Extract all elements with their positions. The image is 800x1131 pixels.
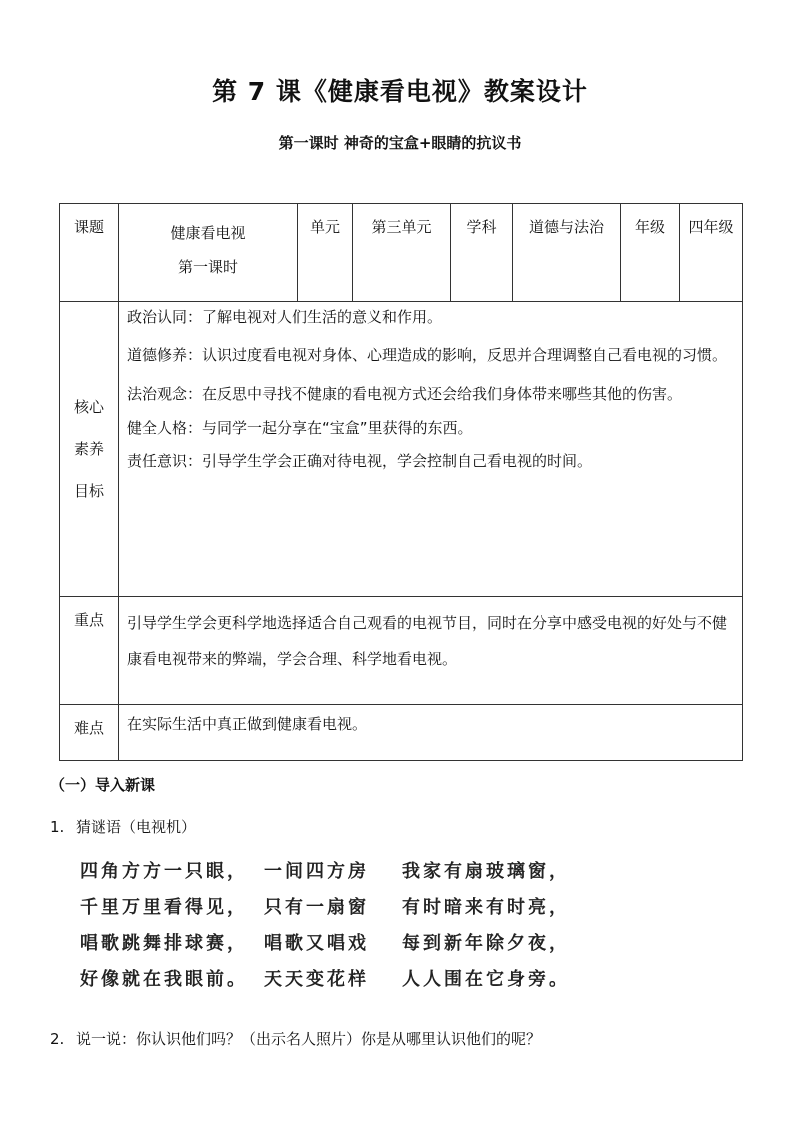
list-item [50,1028,541,1049]
lesson-title-cell [119,204,298,302]
core-label-line: 核心 [73,398,104,416]
riddle-line: 唱歌又唱戏 [264,933,369,954]
grade-value: 四年级 [680,204,743,302]
core-label-line: 素养 [73,440,104,458]
core-goals-row [60,302,743,597]
list-text: 说一说：你认识他们吗？（出示名人照片）你是从哪里认识他们的呢？ [76,1030,542,1048]
list-number: 1. [50,818,65,836]
subject-label: 学科 [451,204,513,302]
unit-label: 单元 [298,204,353,302]
riddle-line: 千里万里看得见， [80,897,248,918]
riddle-line: 好像就在我眼前。 [80,969,248,990]
document-subtitle: 第一课时 神奇的宝盒+眼睛的抗议书 [278,134,522,152]
grade-label: 年级 [621,204,680,302]
core-goals-content [119,302,743,597]
riddle-line: 每到新年除夕夜， [402,933,570,954]
riddle-line: 人人围在它身旁。 [402,969,570,990]
document-title: 第 7 课《健康看电视》教案设计 [212,77,588,106]
table-header-row [60,204,743,302]
riddle-column [264,858,369,1002]
lesson-title: 健康看电视 [170,224,246,242]
difficulty-text: 在实际生活中真正做到健康看电视。 [119,705,743,761]
goal-item: 责任意识：引导学生学会正确对待电视，学会控制自己看电视的时间。 [127,452,593,470]
list-item [50,816,196,837]
unit-value: 第三单元 [353,204,451,302]
key-point-label: 重点 [60,597,119,705]
key-point-text: 引导学生学会更科学地选择适合自己观看的电视节目，同时在分享中感受电视的好处与不健康看电视带来的弊端，学会合理、科学地看电视。 [119,597,743,705]
riddle-line: 有时暗来有时亮， [402,897,570,918]
difficulty-row [60,705,743,761]
goal-item: 健全人格：与同学一起分享在“宝盒”里获得的东西。 [127,419,473,437]
goal-item: 政治认同：了解电视对人们生活的意义和作用。 [127,308,443,326]
riddle-line: 一间四方房 [264,861,369,882]
key-point-row [60,597,743,705]
riddle-column [402,858,570,1002]
subject-value: 道德与法治 [513,204,621,302]
goal-item: 道德修养：认识过度看电视对身体、心理造成的影响，反思并合理调整自己看电视的习惯。 [127,346,728,364]
riddle-column [80,858,248,1002]
riddle-line: 唱歌跳舞排球赛， [80,933,248,954]
riddle-line: 只有一扇窗 [264,897,369,918]
riddle-line: 我家有扇玻璃窗， [402,861,570,882]
difficulty-label: 难点 [60,705,119,761]
riddle-line: 四角方方一只眼， [80,861,248,882]
riddle-line: 天天变花样 [264,969,369,990]
list-number: 2. [50,1030,65,1048]
lesson-label: 课题 [60,204,119,302]
core-goals-label [60,302,119,597]
core-label-line: 目标 [73,482,104,500]
lesson-plan-table [59,203,743,761]
goal-item: 法治观念：在反思中寻找不健康的看电视方式还会给我们身体带来哪些其他的伤害。 [127,385,683,403]
section-heading: （一）导入新课 [50,776,156,794]
list-text: 猜谜语（电视机） [76,818,197,836]
lesson-period: 第一课时 [177,258,238,276]
